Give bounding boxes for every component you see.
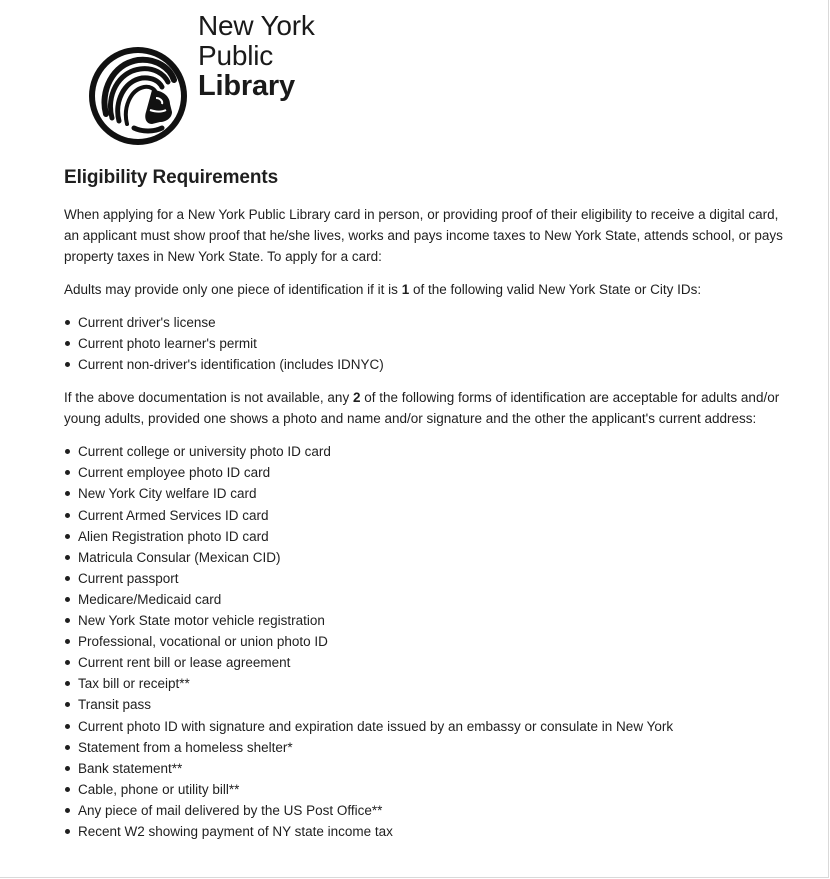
list-item: Statement from a homeless shelter* xyxy=(64,737,784,758)
list-item: Alien Registration photo ID card xyxy=(64,526,784,547)
list-item: New York State motor vehicle registration xyxy=(64,610,784,631)
single-id-text-before: Adults may provide only one piece of identification if it is xyxy=(64,282,402,297)
list-item: Bank statement** xyxy=(64,758,784,779)
logo-wordmark xyxy=(198,12,315,102)
list-item: Any piece of mail delivered by the US Post Office** xyxy=(64,800,784,821)
list-item: Tax bill or receipt** xyxy=(64,673,784,694)
logo-line-2: Public xyxy=(198,40,274,71)
list-item: Recent W2 showing payment of NY state income tax xyxy=(64,821,784,842)
list-item: Current passport xyxy=(64,568,784,589)
list-item: Medicare/Medicaid card xyxy=(64,589,784,610)
eligibility-section xyxy=(64,163,784,842)
list-item: Current photo ID with signature and expiration date issued by an embassy or consulate in New York xyxy=(64,716,784,737)
logo-line-3: Library xyxy=(198,70,295,102)
list-item: Current non-driver's identification (includes IDNYC) xyxy=(64,354,784,375)
list-item: Current photo learner's permit xyxy=(64,333,784,354)
logo-line-1: New York xyxy=(198,10,315,41)
two-id-text-after: of the following forms of identification are acceptable for adults and/or young adults, provided one shows a photo and name and/or signature and the other the applicant's current address: xyxy=(64,390,780,427)
intro-paragraph: When applying for a New York Public Library card in person, or providing proof of their eligibility to receive a digital card, an applicant must show proof that he/she lives, works and pays income taxes to New York State, attends school, or pays property taxes in New York State. To apply for a card: xyxy=(64,207,783,264)
list-item: Current driver's license xyxy=(64,312,784,333)
nypl-logo[interactable] xyxy=(86,12,326,144)
list-item: New York City welfare ID card xyxy=(64,483,784,504)
list-item: Professional, vocational or union photo ID xyxy=(64,631,784,652)
list-item: Current Armed Services ID card xyxy=(64,505,784,526)
two-id-instruction xyxy=(64,387,784,429)
two-id-text-before: If the above documentation is not available, any xyxy=(64,390,353,406)
list-item: Transit pass xyxy=(64,694,784,715)
alternative-id-list xyxy=(64,441,784,842)
list-item: Current employee photo ID card xyxy=(64,462,784,483)
single-id-count: 1 xyxy=(401,282,410,297)
list-item: Matricula Consular (Mexican CID) xyxy=(64,547,784,568)
list-item: Cable, phone or utility bill** xyxy=(64,779,784,800)
single-id-text-after: of the following valid New York State or City IDs: xyxy=(409,282,702,297)
single-id-instruction xyxy=(64,279,784,300)
two-id-count: 2 xyxy=(352,390,361,406)
list-item: Current college or university photo ID card xyxy=(64,441,784,462)
page-title: Eligibility Requirements xyxy=(64,167,279,188)
valid-id-list xyxy=(64,312,784,375)
list-item: Current rent bill or lease agreement xyxy=(64,652,784,673)
lion-icon xyxy=(86,44,190,148)
